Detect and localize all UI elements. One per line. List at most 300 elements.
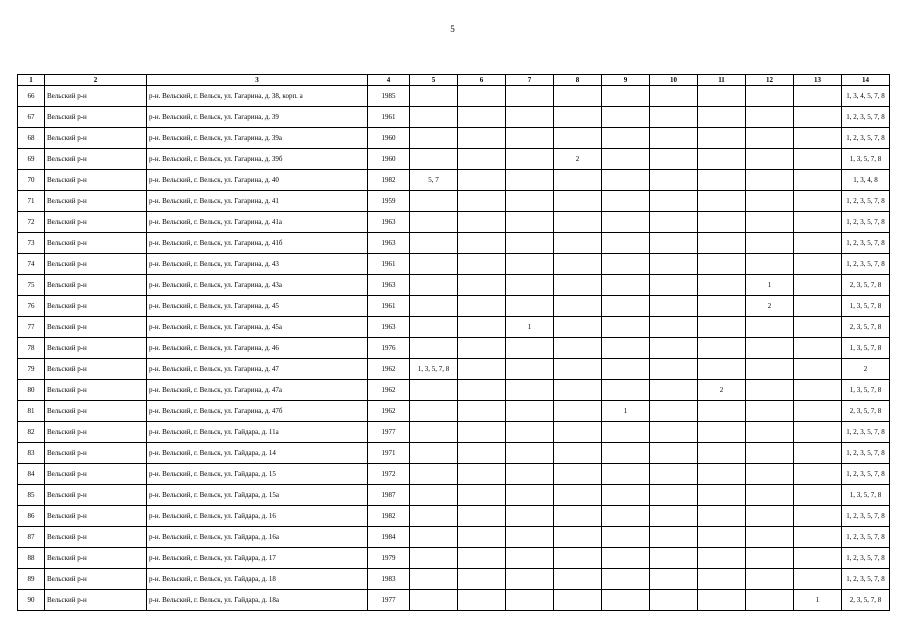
table-cell xyxy=(698,149,746,170)
table-cell xyxy=(794,191,842,212)
table-cell: 1960 xyxy=(368,149,410,170)
table-cell xyxy=(698,254,746,275)
table-cell: 1, 2, 3, 5, 7, 8 xyxy=(842,191,890,212)
table-cell xyxy=(554,212,602,233)
table-row xyxy=(18,128,890,149)
table-row xyxy=(18,443,890,464)
table-cell: 86 xyxy=(18,506,45,527)
table-cell: 85 xyxy=(18,485,45,506)
table-cell xyxy=(698,485,746,506)
table-cell xyxy=(602,359,650,380)
table-row xyxy=(18,485,890,506)
column-header: 6 xyxy=(458,75,506,86)
table-row xyxy=(18,359,890,380)
table-cell: 1983 xyxy=(368,569,410,590)
table-cell xyxy=(506,548,554,569)
table-cell xyxy=(746,380,794,401)
table-row xyxy=(18,401,890,422)
table-cell xyxy=(410,506,458,527)
table-cell xyxy=(410,443,458,464)
table-cell: р-н. Вельский, г. Вельск, ул. Гайдара, д. 15 xyxy=(147,464,368,485)
column-header: 9 xyxy=(602,75,650,86)
table-cell xyxy=(602,443,650,464)
table-cell xyxy=(602,569,650,590)
table-cell xyxy=(794,506,842,527)
table-cell: 1963 xyxy=(368,317,410,338)
table-cell xyxy=(746,233,794,254)
table-cell: 71 xyxy=(18,191,45,212)
table-cell xyxy=(410,422,458,443)
table-cell: 1961 xyxy=(368,254,410,275)
table-cell: Вельский р-н xyxy=(45,254,147,275)
table-cell xyxy=(554,275,602,296)
table-cell xyxy=(506,212,554,233)
table-cell: 89 xyxy=(18,569,45,590)
column-header: 4 xyxy=(368,75,410,86)
table-cell xyxy=(794,380,842,401)
table-cell xyxy=(554,527,602,548)
table-cell xyxy=(602,212,650,233)
table-cell: 1 xyxy=(506,317,554,338)
table-cell: 83 xyxy=(18,443,45,464)
table-cell xyxy=(554,569,602,590)
table-cell: р-н. Вельский, г. Вельск, ул. Гагарина, д. 46 xyxy=(147,338,368,359)
table-cell xyxy=(506,86,554,107)
table-cell xyxy=(554,233,602,254)
table-cell xyxy=(554,107,602,128)
table-cell xyxy=(506,254,554,275)
table-cell xyxy=(746,422,794,443)
table-cell: 70 xyxy=(18,170,45,191)
table-cell: 80 xyxy=(18,380,45,401)
table-cell xyxy=(650,233,698,254)
table-row xyxy=(18,296,890,317)
table-cell xyxy=(650,359,698,380)
table-cell: Вельский р-н xyxy=(45,86,147,107)
table-cell xyxy=(602,485,650,506)
table-cell: 1984 xyxy=(368,527,410,548)
table-cell: р-н. Вельский, г. Вельск, ул. Гайдара, д. 18а xyxy=(147,590,368,611)
table-cell: 1, 2, 3, 5, 7, 8 xyxy=(842,233,890,254)
table-cell xyxy=(602,464,650,485)
table-cell: 1 xyxy=(602,401,650,422)
table-cell xyxy=(698,401,746,422)
table-cell: 79 xyxy=(18,359,45,380)
table-row xyxy=(18,548,890,569)
table-row xyxy=(18,422,890,443)
table-cell: Вельский р-н xyxy=(45,170,147,191)
table-cell: р-н. Вельский, г. Вельск, ул. Гайдара, д. 14 xyxy=(147,443,368,464)
table-cell xyxy=(410,275,458,296)
table-cell: 2, 3, 5, 7, 8 xyxy=(842,590,890,611)
table-cell xyxy=(506,590,554,611)
table-cell xyxy=(794,569,842,590)
table-cell xyxy=(746,212,794,233)
table-cell xyxy=(458,128,506,149)
table-cell: 1, 2, 3, 5, 7, 8 xyxy=(842,443,890,464)
table-row xyxy=(18,254,890,275)
table-cell xyxy=(554,548,602,569)
table-cell xyxy=(458,506,506,527)
table-cell: Вельский р-н xyxy=(45,401,147,422)
table-cell xyxy=(554,86,602,107)
table-cell xyxy=(698,443,746,464)
table-cell xyxy=(794,254,842,275)
table-cell: р-н. Вельский, г. Вельск, ул. Гайдара, д. 15а xyxy=(147,485,368,506)
table-cell: 1962 xyxy=(368,401,410,422)
table-cell xyxy=(458,254,506,275)
table-cell xyxy=(794,170,842,191)
table-cell xyxy=(458,317,506,338)
table-cell: 1979 xyxy=(368,548,410,569)
table-cell: 2 xyxy=(746,296,794,317)
table-row xyxy=(18,317,890,338)
table-cell: Вельский р-н xyxy=(45,317,147,338)
table-cell xyxy=(506,107,554,128)
table-cell xyxy=(410,296,458,317)
table-cell xyxy=(602,191,650,212)
table-cell xyxy=(698,191,746,212)
table-cell: 1959 xyxy=(368,191,410,212)
table-cell xyxy=(410,317,458,338)
table-cell xyxy=(650,590,698,611)
table-cell xyxy=(698,233,746,254)
table-cell xyxy=(794,485,842,506)
table-cell xyxy=(410,212,458,233)
table-cell: 1, 2, 3, 5, 7, 8 xyxy=(842,422,890,443)
table-cell xyxy=(410,107,458,128)
table-cell: 1, 3, 4, 8 xyxy=(842,170,890,191)
table-cell xyxy=(650,548,698,569)
table-cell xyxy=(554,401,602,422)
table-cell: Вельский р-н xyxy=(45,590,147,611)
table-cell xyxy=(746,317,794,338)
table-cell xyxy=(506,527,554,548)
table-cell xyxy=(410,254,458,275)
table-cell: 74 xyxy=(18,254,45,275)
table-cell xyxy=(554,359,602,380)
table-cell xyxy=(698,569,746,590)
table-cell xyxy=(506,485,554,506)
table-cell: 1987 xyxy=(368,485,410,506)
table-cell xyxy=(698,422,746,443)
table-row xyxy=(18,569,890,590)
table-cell xyxy=(650,401,698,422)
table-cell xyxy=(410,590,458,611)
table-cell: 66 xyxy=(18,86,45,107)
table-cell xyxy=(554,422,602,443)
table-cell xyxy=(506,359,554,380)
table-cell xyxy=(698,128,746,149)
table-cell xyxy=(602,86,650,107)
table-cell: 5, 7 xyxy=(410,170,458,191)
table-cell: Вельский р-н xyxy=(45,191,147,212)
table-cell xyxy=(650,338,698,359)
table-cell xyxy=(554,590,602,611)
table-cell xyxy=(410,527,458,548)
table-cell xyxy=(602,296,650,317)
table-cell xyxy=(794,359,842,380)
table-cell xyxy=(506,275,554,296)
column-header: 10 xyxy=(650,75,698,86)
column-header: 7 xyxy=(506,75,554,86)
column-header: 11 xyxy=(698,75,746,86)
table-cell: 1, 3, 4, 5, 7, 8 xyxy=(842,86,890,107)
table-cell xyxy=(746,128,794,149)
table-cell: 1 xyxy=(746,275,794,296)
table-cell xyxy=(794,338,842,359)
table-cell xyxy=(746,149,794,170)
table-row xyxy=(18,170,890,191)
table-cell xyxy=(602,254,650,275)
table-cell xyxy=(506,233,554,254)
table-cell: Вельский р-н xyxy=(45,149,147,170)
table-cell xyxy=(458,569,506,590)
table-cell: Вельский р-н xyxy=(45,527,147,548)
table-cell: 2 xyxy=(554,149,602,170)
table-row xyxy=(18,86,890,107)
table-cell xyxy=(506,149,554,170)
table-cell xyxy=(650,254,698,275)
table-cell xyxy=(602,233,650,254)
table-cell xyxy=(506,191,554,212)
table-cell xyxy=(506,569,554,590)
table-cell xyxy=(794,212,842,233)
table-cell xyxy=(746,107,794,128)
table-cell xyxy=(554,254,602,275)
table-cell xyxy=(458,275,506,296)
table-cell xyxy=(746,464,794,485)
table-cell: р-н. Вельский, г. Вельск, ул. Гагарина, д. 45а xyxy=(147,317,368,338)
table-cell: 1, 3, 5, 7, 8 xyxy=(842,485,890,506)
table-cell: 1962 xyxy=(368,359,410,380)
table-cell xyxy=(410,233,458,254)
table-cell: 1 xyxy=(794,590,842,611)
table-row xyxy=(18,506,890,527)
table-cell xyxy=(554,485,602,506)
header-row xyxy=(18,75,890,86)
table-cell: 1, 3, 5, 7, 8 xyxy=(842,338,890,359)
table-cell xyxy=(506,464,554,485)
table-cell: р-н. Вельский, г. Вельск, ул. Гагарина, д. 47 xyxy=(147,359,368,380)
table-cell: 1, 2, 3, 5, 7, 8 xyxy=(842,128,890,149)
table-cell xyxy=(650,422,698,443)
table-cell: Вельский р-н xyxy=(45,548,147,569)
table-cell xyxy=(602,422,650,443)
table-cell: 1, 2, 3, 5, 7, 8 xyxy=(842,548,890,569)
table-row xyxy=(18,233,890,254)
table-cell xyxy=(794,464,842,485)
column-header: 1 xyxy=(18,75,45,86)
table-cell: 2, 3, 5, 7, 8 xyxy=(842,317,890,338)
table-cell: 1, 2, 3, 5, 7, 8 xyxy=(842,254,890,275)
table-cell: 1963 xyxy=(368,212,410,233)
table-cell xyxy=(554,170,602,191)
table-cell: 90 xyxy=(18,590,45,611)
table-cell xyxy=(458,359,506,380)
table-cell xyxy=(506,422,554,443)
table-cell xyxy=(698,527,746,548)
table-cell xyxy=(794,149,842,170)
table-cell: р-н. Вельский, г. Вельск, ул. Гагарина, д. 45 xyxy=(147,296,368,317)
table-cell xyxy=(650,107,698,128)
table-cell: 1, 2, 3, 5, 7, 8 xyxy=(842,527,890,548)
table-cell xyxy=(746,485,794,506)
table-cell xyxy=(650,191,698,212)
table-row xyxy=(18,149,890,170)
table-cell xyxy=(458,422,506,443)
table-cell: р-н. Вельский, г. Вельск, ул. Гагарина, д. 47а xyxy=(147,380,368,401)
table-cell: р-н. Вельский, г. Вельск, ул. Гагарина, д. 41а xyxy=(147,212,368,233)
table-cell: р-н. Вельский, г. Вельск, ул. Гагарина, д. 39 xyxy=(147,107,368,128)
table-cell xyxy=(554,296,602,317)
column-header: 3 xyxy=(147,75,368,86)
table-cell xyxy=(698,359,746,380)
table-cell: 1976 xyxy=(368,338,410,359)
table-cell xyxy=(554,380,602,401)
table-cell xyxy=(410,86,458,107)
table-cell xyxy=(794,107,842,128)
table-cell: 2, 3, 5, 7, 8 xyxy=(842,275,890,296)
table-cell: р-н. Вельский, г. Вельск, ул. Гагарина, д. 41 xyxy=(147,191,368,212)
table-cell xyxy=(410,548,458,569)
column-header: 13 xyxy=(794,75,842,86)
table-cell xyxy=(602,128,650,149)
table-cell: 78 xyxy=(18,338,45,359)
table-cell xyxy=(458,464,506,485)
table-cell: 1, 3, 5, 7, 8 xyxy=(410,359,458,380)
table-cell: 1, 3, 5, 7, 8 xyxy=(842,380,890,401)
table-cell: р-н. Вельский, г. Вельск, ул. Гайдара, д. 18 xyxy=(147,569,368,590)
table-cell: Вельский р-н xyxy=(45,443,147,464)
table-cell: 2 xyxy=(698,380,746,401)
table-cell xyxy=(458,401,506,422)
table-cell xyxy=(602,170,650,191)
table-cell: 2, 3, 5, 7, 8 xyxy=(842,401,890,422)
table-cell: 1971 xyxy=(368,443,410,464)
table-cell: Вельский р-н xyxy=(45,233,147,254)
table-row xyxy=(18,464,890,485)
table-cell: 72 xyxy=(18,212,45,233)
table-cell xyxy=(554,338,602,359)
table-cell xyxy=(650,317,698,338)
table-cell: р-н. Вельский, г. Вельск, ул. Гагарина, д. 40 xyxy=(147,170,368,191)
table-cell xyxy=(698,170,746,191)
table-cell xyxy=(506,296,554,317)
table-cell xyxy=(746,506,794,527)
table-row xyxy=(18,212,890,233)
table-cell xyxy=(410,401,458,422)
table-cell: 1972 xyxy=(368,464,410,485)
table-cell xyxy=(794,317,842,338)
table-cell: 1961 xyxy=(368,107,410,128)
table-cell: Вельский р-н xyxy=(45,464,147,485)
table-cell: Вельский р-н xyxy=(45,506,147,527)
table-cell xyxy=(602,527,650,548)
table-cell xyxy=(794,233,842,254)
table-cell: Вельский р-н xyxy=(45,107,147,128)
table-cell xyxy=(794,443,842,464)
table-cell xyxy=(458,170,506,191)
table-cell xyxy=(602,380,650,401)
table-cell xyxy=(602,506,650,527)
table-cell xyxy=(746,359,794,380)
table-cell: 76 xyxy=(18,296,45,317)
table-cell: 75 xyxy=(18,275,45,296)
table-cell xyxy=(506,506,554,527)
table-cell xyxy=(794,275,842,296)
table-cell: 1, 2, 3, 5, 7, 8 xyxy=(842,212,890,233)
table-cell xyxy=(458,191,506,212)
table-cell xyxy=(410,128,458,149)
table-cell: 67 xyxy=(18,107,45,128)
table-cell: 1, 2, 3, 5, 7, 8 xyxy=(842,569,890,590)
table-cell xyxy=(650,464,698,485)
page-number: 5 xyxy=(450,24,455,34)
table-cell: 1961 xyxy=(368,296,410,317)
column-header: 8 xyxy=(554,75,602,86)
table-cell xyxy=(650,149,698,170)
table-cell xyxy=(650,275,698,296)
table-cell xyxy=(506,380,554,401)
table-cell: Вельский р-н xyxy=(45,359,147,380)
table-cell: 1982 xyxy=(368,170,410,191)
table-cell xyxy=(506,338,554,359)
table-cell: 82 xyxy=(18,422,45,443)
table-cell: Вельский р-н xyxy=(45,296,147,317)
table-cell xyxy=(554,464,602,485)
table-cell xyxy=(458,590,506,611)
table-cell xyxy=(698,464,746,485)
table-cell xyxy=(650,506,698,527)
table-row xyxy=(18,380,890,401)
table-cell xyxy=(698,107,746,128)
table-cell xyxy=(602,548,650,569)
table-cell xyxy=(746,170,794,191)
table-cell: 1977 xyxy=(368,590,410,611)
table-cell: 1985 xyxy=(368,86,410,107)
table-cell xyxy=(602,275,650,296)
table-cell: 81 xyxy=(18,401,45,422)
table-row xyxy=(18,275,890,296)
table-cell xyxy=(458,380,506,401)
table-cell xyxy=(746,86,794,107)
table-cell xyxy=(746,590,794,611)
table-cell: 1982 xyxy=(368,506,410,527)
table-cell: Вельский р-н xyxy=(45,275,147,296)
table-cell xyxy=(698,590,746,611)
column-header: 5 xyxy=(410,75,458,86)
table-cell xyxy=(650,170,698,191)
table-cell xyxy=(458,212,506,233)
table-cell xyxy=(554,317,602,338)
table-cell: 87 xyxy=(18,527,45,548)
table-cell: Вельский р-н xyxy=(45,380,147,401)
table-cell: р-н. Вельский, г. Вельск, ул. Гагарина, д. 43а xyxy=(147,275,368,296)
table-row xyxy=(18,590,890,611)
table-cell xyxy=(650,212,698,233)
table-cell: Вельский р-н xyxy=(45,338,147,359)
table-cell xyxy=(458,233,506,254)
table-cell xyxy=(746,191,794,212)
table-cell: р-н. Вельский, г. Вельск, ул. Гагарина, д. 38, корп. а xyxy=(147,86,368,107)
table-cell: р-н. Вельский, г. Вельск, ул. Гагарина, д. 41б xyxy=(147,233,368,254)
table-cell xyxy=(506,443,554,464)
table-cell xyxy=(794,128,842,149)
data-table xyxy=(17,74,890,611)
table-cell xyxy=(554,191,602,212)
table-cell xyxy=(794,548,842,569)
